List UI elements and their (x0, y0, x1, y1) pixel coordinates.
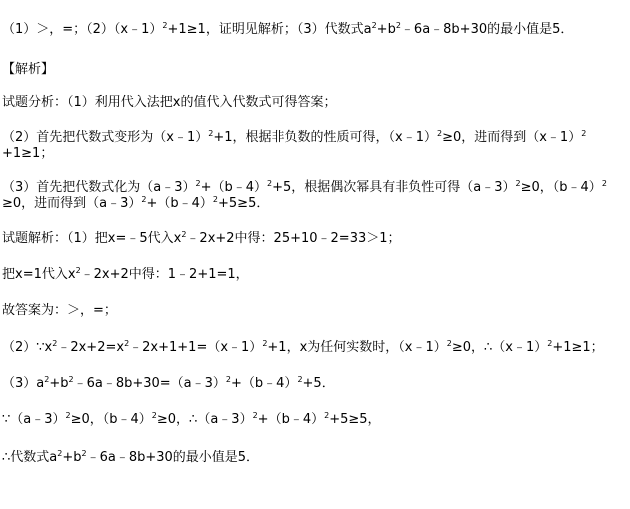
superscript: 2 (141, 195, 147, 204)
superscript: 2 (212, 195, 219, 204)
superscript: 2 (44, 375, 50, 384)
text-run: +1≥1； (552, 340, 604, 355)
analysis-heading (2, 62, 54, 78)
text-run: +（b﹣4） (146, 196, 213, 211)
text-run: （3）a (2, 376, 45, 391)
superscript: 2 (395, 21, 401, 30)
superscript: 2 (262, 339, 268, 348)
text-run: +5≥5， (329, 412, 381, 427)
superscript: 2 (52, 339, 58, 348)
superscript: 2 (65, 411, 71, 420)
superscript: 2 (601, 179, 607, 188)
superscript: 2 (225, 375, 232, 384)
text-run: 试题解析：（1）把x=﹣5代入x (2, 231, 182, 246)
text-run: （1）＞，=；（2）（x﹣1） (2, 22, 163, 37)
text-run: +1，根据非负数的性质可得，（x﹣1） (213, 130, 437, 145)
superscript: 2 (124, 339, 130, 348)
text-run: （2）首先把代数式变形为（x﹣1） (2, 130, 209, 145)
text-run: +5． (302, 376, 335, 391)
solution-part3-a (2, 376, 335, 392)
text-run: 【解析】 (2, 62, 55, 77)
solution-part3-b (2, 412, 381, 428)
text-run: +（b﹣4） (257, 412, 325, 427)
superscript: 2 (151, 411, 157, 420)
superscript: 2 (195, 179, 201, 188)
analysis-part2-line1 (2, 130, 586, 146)
text-run: 试题分析：（1）利用代入法把x的值代入代数式可得答案； (2, 95, 337, 110)
superscript: 2 (81, 449, 87, 458)
text-run: +5，根据偶次幂具有非负性可得（a﹣3） (272, 180, 516, 195)
superscript: 2 (581, 129, 587, 138)
superscript: 2 (252, 411, 258, 420)
solution-answer (2, 303, 117, 319)
text-run: +1，x为任何实数时，（x﹣1） (267, 340, 447, 355)
superscript: 2 (515, 179, 521, 188)
text-run: ﹣6a﹣8b+30的最小值是5． (400, 22, 574, 37)
text-run: ﹣6a﹣8b+30的最小值是5． (86, 450, 260, 465)
superscript: 2 (57, 449, 63, 458)
superscript: 2 (297, 375, 303, 384)
text-run: ≥0，（b﹣4） (70, 412, 152, 427)
analysis-part3-line1 (2, 180, 607, 196)
text-run: +（b﹣4） (200, 180, 268, 195)
text-run: ≥0，（b﹣4） (520, 180, 602, 195)
analysis-intro (2, 95, 336, 111)
superscript: 2 (436, 129, 443, 138)
text-run: 故答案为：＞，=； (2, 303, 117, 318)
solution-conclusion (2, 450, 259, 466)
superscript: 2 (324, 411, 330, 420)
superscript: 2 (75, 266, 81, 275)
text-run: +5≥5． (218, 196, 270, 211)
text-run: ≥0，进而得到（x﹣1） (442, 130, 582, 145)
text-run: ﹣2x+2=x (57, 340, 125, 355)
text-run: +1≥1，证明见解析；（3）代数式a (167, 22, 372, 37)
text-run: ﹣6a﹣8b+30=（a﹣3） (73, 376, 226, 391)
solution-part2 (2, 340, 604, 356)
superscript: 2 (68, 375, 74, 384)
text-run: ﹣2x+1+1=（x﹣1） (129, 340, 263, 355)
text-run: +b (49, 376, 69, 391)
superscript: 2 (162, 21, 168, 30)
text-run: +b (376, 22, 396, 37)
text-run: ≥0，∴（x﹣1） (451, 340, 548, 355)
solution-part1-b (2, 267, 249, 283)
superscript: 2 (181, 230, 187, 239)
superscript: 2 (371, 21, 377, 30)
text-run: 把x=1代入x (2, 267, 76, 282)
solution-part1-a (2, 231, 401, 247)
superscript: 2 (446, 339, 452, 348)
superscript: 2 (208, 129, 214, 138)
analysis-part3-line2 (2, 196, 269, 212)
text-run: ≥0，∴（a﹣3） (156, 412, 253, 427)
text-run: ﹣2x+2中得：1﹣2+1=1， (80, 267, 249, 282)
superscript: 2 (267, 179, 273, 188)
text-run: ∴代数式a (2, 450, 58, 465)
text-run: +（b﹣4） (231, 376, 298, 391)
answer-summary (2, 22, 573, 38)
text-run: ﹣2x+2中得：25+10﹣2=33＞1； (186, 231, 401, 246)
text-run: +1≥1； (2, 146, 54, 161)
text-run: ≥0，进而得到（a﹣3） (2, 196, 142, 211)
text-run: （3）首先把代数式化为（a﹣3） (2, 180, 196, 195)
text-run: （2）∵x (2, 340, 53, 355)
text-run: ∵（a﹣3） (2, 412, 66, 427)
analysis-part2-line2 (2, 146, 53, 162)
text-run: +b (62, 450, 82, 465)
superscript: 2 (547, 339, 553, 348)
